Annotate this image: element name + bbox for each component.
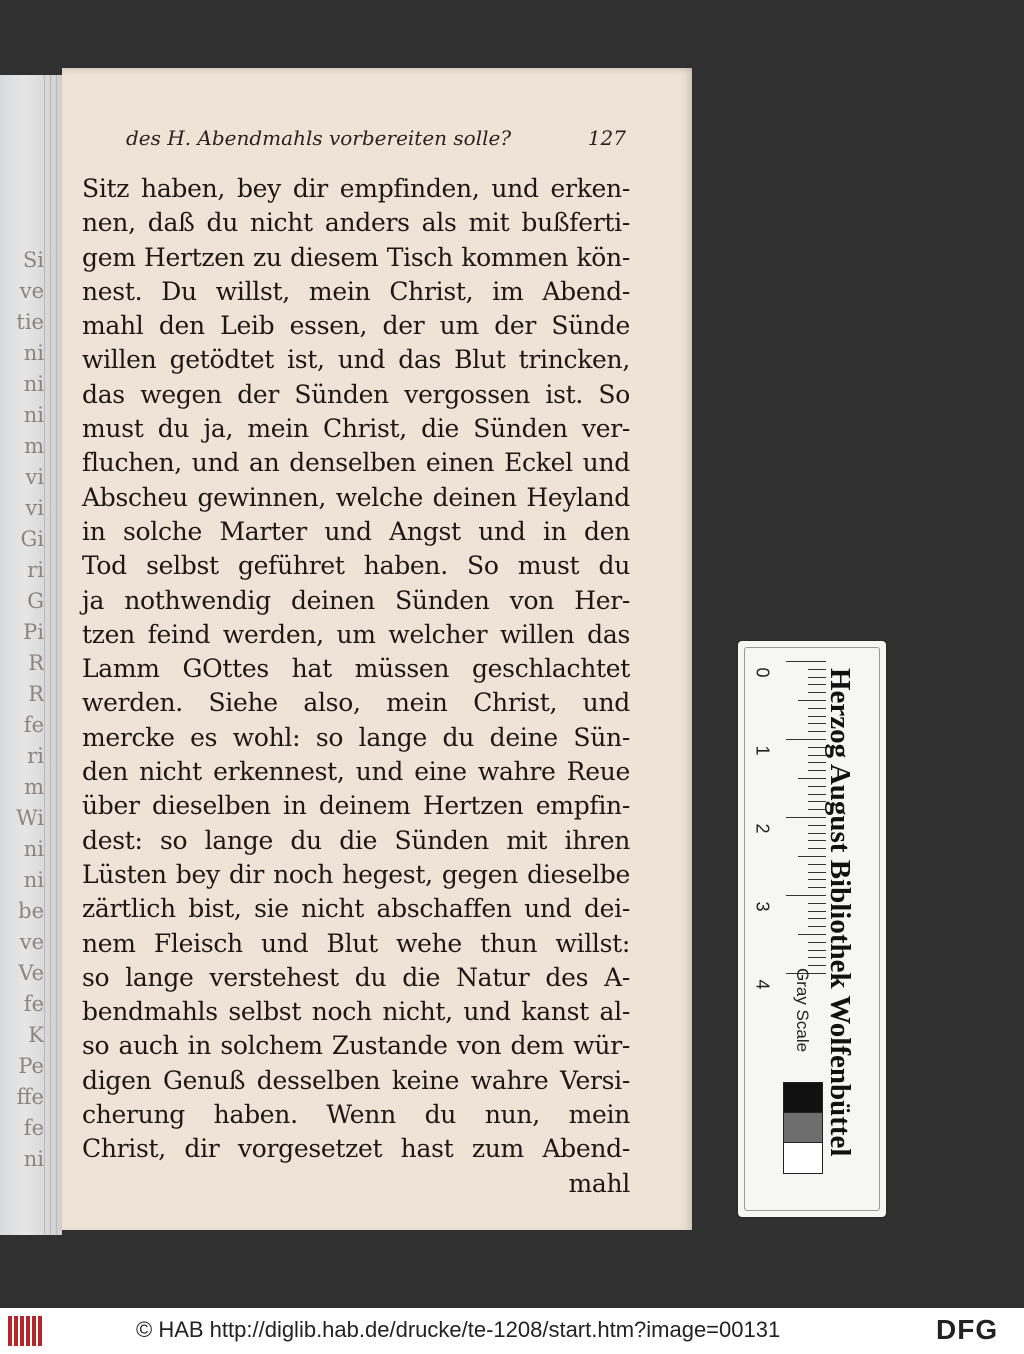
page-number: 127 (587, 126, 626, 150)
left-page-fragment: Ve (18, 961, 44, 985)
left-page-text-fragments (0, 245, 44, 1175)
text-line: Lüsten bey dir noch hegest, gegen dieselbe (82, 859, 630, 889)
logo-bar (32, 1316, 36, 1346)
left-page-edges (0, 75, 62, 1235)
text-line: digen Genuß desselben keine wahre Versi- (82, 1065, 630, 1095)
book-page (62, 68, 692, 1230)
left-page-fragment: ni (23, 837, 44, 861)
left-page-fragment: ni (23, 403, 44, 427)
gray-swatch (783, 1082, 823, 1114)
ruler-number: 4 (752, 979, 773, 990)
running-head (126, 126, 626, 150)
body-text (82, 172, 630, 1201)
text-line: fluchen, und an denselben einen Eckel und (82, 448, 630, 478)
text-line: über dieselben in deinem Hertzen empfin- (82, 791, 630, 821)
text-line: dest: so lange du die Sünden mit ihren (82, 825, 630, 855)
left-page-fragment: R (28, 682, 44, 706)
left-page-fragment: G (27, 589, 44, 613)
left-page-fragment: ni (23, 341, 44, 365)
text-line: das wegen der Sünden vergossen ist. So (82, 379, 630, 409)
left-page-fragment: m (24, 775, 44, 799)
ruler-number: 2 (752, 823, 773, 834)
logo-bar (38, 1316, 42, 1346)
left-page-fragment: m (24, 434, 44, 458)
text-line: mahl (568, 1168, 630, 1198)
left-page-fragment: Pe (18, 1054, 44, 1078)
ruler-number: 1 (752, 745, 773, 756)
text-line: Sitz haben, bey dir empfinden, und erken- (82, 174, 630, 203)
text-line: ja nothwendig deinen Sünden von Her- (82, 585, 630, 615)
copyright-url: © HAB http://diglib.hab.de/drucke/te-1208/start.htm?image=00131 (136, 1317, 781, 1342)
left-page-fragment: Pi (23, 620, 44, 644)
left-page-fragment: ni (23, 1147, 44, 1171)
text-line: nest. Du willst, mein Christ, im Abend- (82, 276, 630, 306)
left-page-fragment: tie (16, 310, 44, 334)
footer-bar (0, 1308, 1024, 1354)
page-edge-line (50, 75, 51, 1235)
text-line: den nicht erkennest, und eine wahre Reue (82, 757, 630, 787)
logo-bar (20, 1316, 24, 1346)
text-line: gem Hertzen zu diesem Tisch kommen kön- (82, 242, 630, 272)
ruler-number: 0 (752, 667, 773, 678)
text-line: willen getödtet ist, und das Blut trincken, (82, 345, 630, 375)
left-page-fragment: ni (23, 868, 44, 892)
page-edge-line (44, 75, 45, 1235)
text-line: mahl den Leib essen, der um der Sünde (82, 311, 630, 341)
logo-bar (26, 1316, 30, 1346)
running-head-title: des H. Abendmahls vorbereiten solle? (126, 126, 512, 150)
text-line: bendmahls selbst noch nicht, und kanst al- (82, 997, 630, 1027)
page-edge-line (56, 75, 57, 1235)
left-page-fragment: fe (23, 713, 44, 737)
left-page-fragment: ri (27, 558, 44, 582)
left-page-fragment: Gi (20, 527, 44, 551)
hab-logo (8, 1316, 48, 1346)
left-page-fragment: ve (19, 930, 44, 954)
logo-bar (8, 1316, 12, 1346)
gray-swatch (783, 1112, 823, 1144)
text-line: in solche Marter und Angst und in den (82, 516, 630, 546)
logo-bar (14, 1316, 18, 1346)
text-line: Lamm GOttes hat müssen geschlachtet (82, 654, 630, 684)
text-line: werden. Siehe also, mein Christ, und (82, 688, 630, 718)
text-line: zärtlich bist, sie nicht abschaffen und dei- (82, 894, 630, 924)
left-page-fragment: be (18, 899, 44, 923)
left-page-fragment: ni (23, 372, 44, 396)
text-line: Abscheu gewinnen, welche deinen Heyland (82, 482, 630, 512)
left-page-fragment: Wi (16, 806, 44, 830)
text-line: Christ, dir vorgesetzet hast zum Abend- (82, 1134, 630, 1164)
text-line: nen, daß du nicht anders als mit bußferti- (82, 208, 630, 238)
gray-scale-label: Gray Scale (793, 968, 812, 1053)
text-line: tzen feind werden, um welcher willen das (82, 619, 630, 649)
left-page-fragment: R (28, 651, 44, 675)
text-line: mercke es wohl: so lange du deine Sün- (82, 722, 630, 752)
gray-swatch (783, 1142, 823, 1174)
text-line: so lange verstehest du die Natur des A- (82, 962, 630, 992)
text-line: so auch in solchem Zustande von dem wür- (82, 1031, 630, 1061)
left-page-fragment: Si (22, 248, 44, 272)
text-line: cherung haben. Wenn du nun, mein (82, 1100, 630, 1130)
ruler-number: 3 (752, 901, 773, 912)
ruler-tick (786, 661, 826, 662)
text-line: Tod selbst geführet haben. So must du (82, 551, 630, 581)
left-page-fragment: vi (25, 496, 44, 520)
left-page-fragment: K (28, 1023, 44, 1047)
left-page-fragment: vi (25, 465, 44, 489)
left-page-fragment: ffe (16, 1085, 44, 1109)
dfg-logo: DFG (936, 1314, 999, 1345)
text-line: nem Fleisch und Blut wehe thun willst: (82, 928, 630, 958)
left-page-fragment: fe (23, 1116, 44, 1140)
left-page-fragment: ri (27, 744, 44, 768)
library-name: Herzog August Bibliothek Wolfenbüttel (824, 668, 856, 1157)
text-line: must du ja, mein Christ, die Sünden ver- (82, 414, 630, 444)
left-page-fragment: fe (23, 992, 44, 1016)
left-page-fragment: ve (19, 279, 44, 303)
